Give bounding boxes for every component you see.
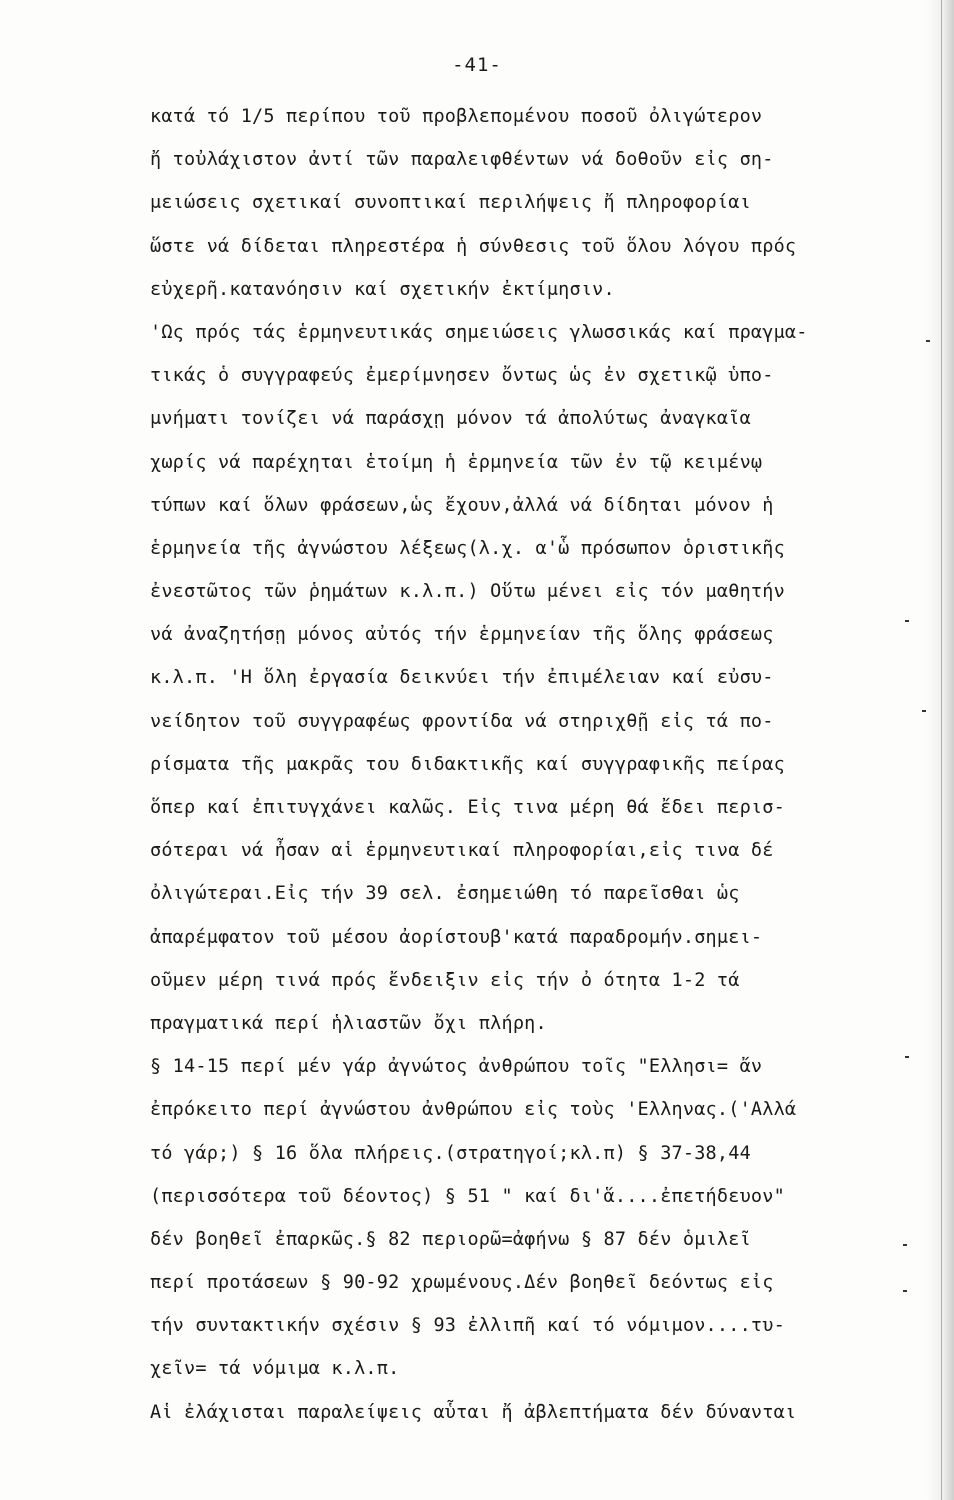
page-edge-shadow <box>926 0 954 1500</box>
text-line: ὅπερ καί ἐπιτυγχάνει καλῶς. Εἰς τινα μέρη θά ἔδει περισ- <box>150 797 785 818</box>
text-line: ἤ τοὐλάχιστον ἀντί τῶν παραλειφθέντων νά δοθοῦν εἰς ση- <box>150 149 774 171</box>
margin-mark <box>903 1290 907 1292</box>
text-line: μνήματι τονίζει νά παράσχῃ μόνον τά ἀπολύτως ἀναγκαῖα <box>150 408 751 430</box>
text-line: τύπων καί ὅλων φράσεων,ὡς ἔχουν,ἀλλά νά δίδηται μόνον ἡ <box>150 494 774 516</box>
text-line: νά ἀναζητήσῃ μόνος αὐτός τήν ἑρμηνείαν τῆς ὅλης φράσεως <box>150 624 774 646</box>
text-line: ἀπαρέμφατον τοῦ μέσου ἀορίστουβ'κατά παραδρομήν.σημει- <box>150 926 763 948</box>
text-line: (περισσότερα τοῦ δέοντος) § 51 " καί δι'ἅ....ἐπετήδευον" <box>150 1185 785 1207</box>
text-line: ἑρμηνεία τῆς ἀγνώστου λέξεως(λ.χ. α'ὧ πρόσωπον ὁριστικῆς <box>150 537 785 559</box>
text-line: ρίσματα τῆς μακρᾶς του διδακτικῆς καί συγγραφικῆς πείρας <box>150 753 785 775</box>
text-line: κατά τό 1/5 περίπου τοῦ προβλεπομένου ποσοῦ ὀλιγώτερον <box>150 106 763 127</box>
text-line: σότεραι νά ἦσαν αἱ ἑρμηνευτικαί πληροφορίαι,εἰς τινα δέ <box>150 840 774 862</box>
margin-mark <box>905 1056 909 1058</box>
text-line: ὀλιγώτεραι.Εἰς τήν 39 σελ. ἐσημειώθη τό παρεῖσθαι ὡς <box>150 883 740 905</box>
text-line: Αἱ ἐλάχισται παραλείψεις αὗται ἤ ἀβλεπτήματα δέν δύνανται <box>150 1401 797 1423</box>
text-line: μειώσεις σχετικαί συνοπτικαί περιλήψεις ἤ πληροφορίαι <box>150 192 751 214</box>
text-line: ἐνεστῶτος τῶν ῥημάτων κ.λ.π.) Οὕτω μένει εἰς τόν μαθητήν <box>150 581 785 603</box>
text-line: οῦμεν μέρη τινά πρός ἔνδειξιν εἰς τήν ὀ ότητα 1-2 τά <box>150 969 740 991</box>
text-line: ἐπρόκειτο περί ἀγνώστου ἀνθρώπου εἰς τοὺς 'Ελληνας.('Αλλά <box>150 1099 797 1121</box>
text-line: § 14-15 περί μέν γάρ ἀγνώτος ἀνθρώπου τοῖς "Ελλησι= ἄν <box>150 1056 763 1078</box>
typed-text-body <box>150 95 910 1434</box>
text-line: τό γάρ;) § 16 ὅλα πλήρεις.(στρατηγοί;κλ.π) § 37-38,44 <box>150 1142 751 1164</box>
text-line: δέν βοηθεῖ ἐπαρκῶς.§ 82 περιορῶ=ἀφήνω § 87 δέν ὁμιλεῖ <box>150 1228 751 1250</box>
text-line: νείδητον τοῦ συγγραφέως φροντίδα νά στηριχθῇ εἰς τά πο- <box>150 710 774 732</box>
margin-mark <box>905 620 909 622</box>
text-line: ὥστε νά δίδεται πληρεστέρα ἡ σύνθεσις τοῦ ὅλου λόγου πρός <box>150 235 797 257</box>
text-line: χωρίς νά παρέχηται ἑτοίμη ἡ ἑρμηνεία τῶν ἐν τῷ κειμένῳ <box>150 451 763 473</box>
page-number: -41- <box>452 54 502 76</box>
page-edge-line <box>941 0 942 1500</box>
text-line: 'Ως πρός τάς ἑρμηνευτικάς σημειώσεις γλωσσικάς καί πραγμα- <box>150 321 808 343</box>
text-line: περί προτάσεων § 90-92 χρωμένους.Δέν βοηθεῖ δεόντως εἰς <box>150 1272 774 1294</box>
text-line: χεῖν= τά νόμιμα κ.λ.π. <box>150 1358 400 1380</box>
text-line: πραγματικά περί ἡλιαστῶν ὄχι πλήρη. <box>150 1012 547 1034</box>
text-line: κ.λ.π. 'Η ὅλη ἐργασία δεικνύει τήν ἐπιμέλειαν καί εὐσυ- <box>150 667 774 689</box>
text-line: τικάς ὁ συγγραφεύς ἐμερίμνησεν ὄντως ὡς ἐν σχετικῷ ὑπο- <box>150 365 774 387</box>
text-line: εὐχερῆ.κατανόησιν καί σχετικήν ἐκτίμησιν. <box>150 278 615 300</box>
text-line: τήν συντακτικήν σχέσιν § 93 ἐλλιπῆ καί τό νόμιμον....τυ- <box>150 1315 785 1337</box>
margin-mark <box>903 1244 907 1246</box>
